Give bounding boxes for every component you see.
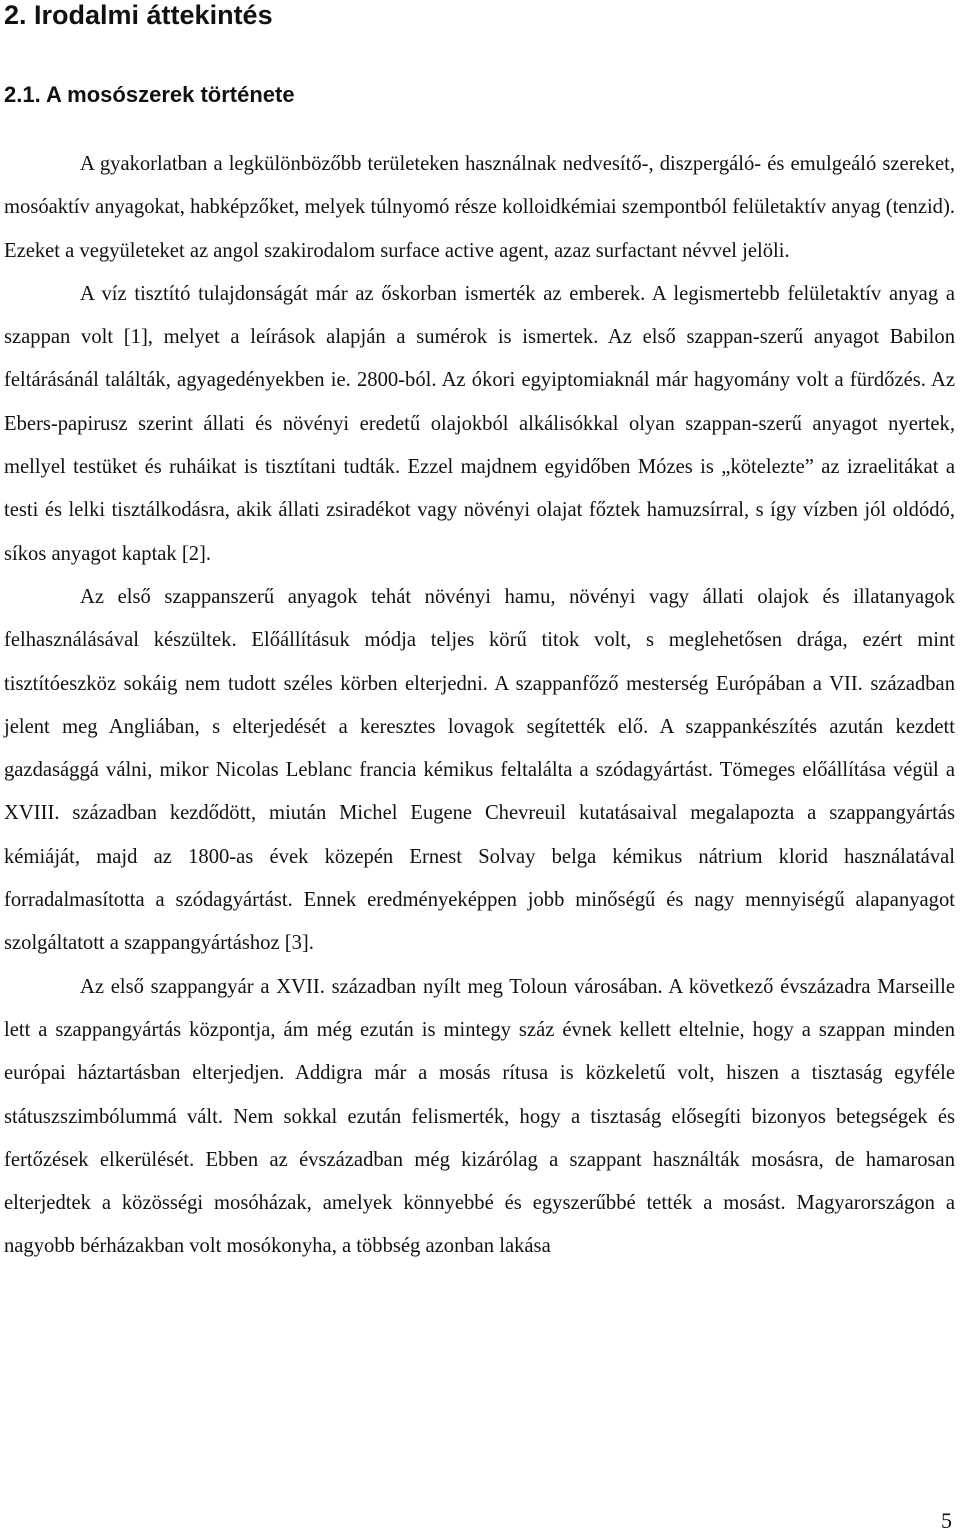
paragraph: Az első szappangyár a XVII. században nyílt meg Toloun városában. A következő évszázadra Marseille lett a szappangyártás központja, ám még ezután is mintegy száz évnek kellett eltelnie, hogy a szappan minden európai háztartásban elterjedjen. Addigra már a mosás rítusa is közkeletű volt, hiszen a tisztaság egyféle státuszszimbólummá vált. Nem sokkal ezután felismerték, hogy a tisztaság elősegíti bizonyos betegségek és fertőzések elkerülését. Ebben az évszázadban még kizárólag a szappant használták mosásra, de hamarosan elterjedtek a közösségi mosóházak, amelyek könnyebbé és egyszerűbbé tették a mosást. Magyarországon a nagyobb bérházakban volt mosókonyha, a többség azonban lakása	[4, 975, 955, 1258]
chapter-title: 2. Irodalmi áttekintés	[4, 0, 273, 30]
paragraph: A víz tisztító tulajdonságát már az őskorban ismerték az emberek. A legismertebb felületaktív anyag a szappan volt [1], melyet a leírások alapján a sumérok is ismertek. Az első szappan-szerű anyagot Babilon feltárásánál találták, agyagedényekben ie. 2800-ból. Az ókori egyiptomiaknál már hagyomány volt a fürdőzés. Az Ebers-papirusz szerint állati és növényi eredetű olajokból alkálisókkal olyan szappan-szerű anyagot nyertek, mellyel testüket és ruháikat is tisztítani tudták. Ezzel majdnem egyidőben Mózes is „kötelezte” az izraelitákat a testi és lelki tisztálkodásra, akik állati zsiradékot vagy növényi olajat főztek hamuzsírral, s így vízben jól oldódó, síkos anyagot kaptak [2].	[4, 282, 955, 565]
page-number: 5	[941, 1508, 952, 1533]
section-title: 2.1. A mosószerek története	[4, 82, 295, 107]
paragraph: Az első szappanszerű anyagok tehát növényi hamu, növényi vagy állati olajok és illatanyagok felhasználásával készültek. Előállításuk módja teljes körű titok volt, s meglehetősen drága, ezért mint tisztítóeszköz sokáig nem tudott széles körben elterjedni. A szappanfőző mesterség Európában a VII. században jelent meg Angliában, s elterjedését a keresztes lovagok segítették elő. A szappankészítés azután kezdett gazdasággá válni, mikor Nicolas Leblanc francia kémikus feltalálta a szódagyártást. Tömeges előállítása végül a XVIII. században kezdődött, miután Michel Eugene Chevreuil kutatásaival megalapozta a szappangyártás kémiáját, majd az 1800-as évek közepén Ernest Solvay belga kémikus nátrium klorid használatával forradalmasította a szódagyártást. Ennek eredményeképpen jobb minőségű és nagy mennyiségű alapanyagot szolgáltatott a szappangyártáshoz [3].	[4, 585, 955, 955]
body-text	[4, 143, 955, 1269]
paragraph: A gyakorlatban a legkülönbözőbb területeken használnak nedvesítő-, diszpergáló- és emulgeáló szereket, mosóaktív anyagokat, habképzőket, melyek túlnyomó része kolloidkémiai szempontból felületaktív anyag (tenzid). Ezeket a vegyületeket az angol szakirodalom surface active agent, azaz surfactant névvel jelöli.	[4, 153, 955, 262]
